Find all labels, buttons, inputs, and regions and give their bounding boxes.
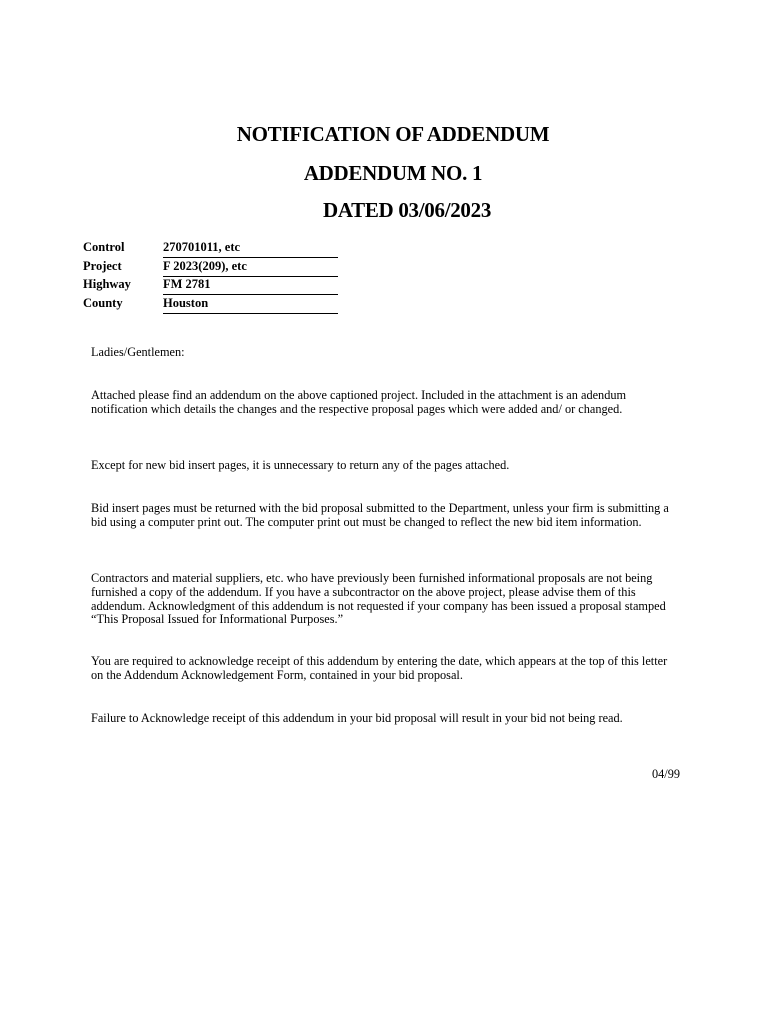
highway-label: Highway [83,277,131,292]
control-label: Control [83,240,125,254]
paragraph-return-pages: Except for new bid insert pages, it is unnecessary to return any of the pages attached. [91,458,510,472]
paragraph-bid-insert: Bid insert pages must be returned with the bid proposal submitted to the Department, unless your firm is submitting a bid using a computer print out. The computer print out must be changed to reflect the new bid item information. [91,501,669,529]
county-label: County [83,296,123,311]
paragraph-failure: Failure to Acknowledge receipt of this addendum in your bid proposal will result in your bid not being read. [91,711,623,725]
paragraph-attachment: Attached please find an addendum on the above captioned project. Included in the attachment is an adendum notification which details the changes and the respective proposal pages which were added and/ or changed. [91,388,627,416]
form-revision-code: 04/99 [651,767,680,781]
document-title: NOTIFICATION OF ADDENDUM [236,122,550,146]
addendum-date: DATED 03/06/2023 [322,198,492,222]
addendum-number: ADDENDUM NO. 1 [303,161,483,185]
project-label: Project [83,258,122,273]
paragraph-acknowledge: You are required to acknowledge receipt of this addendum by entering the date, which appears at the top of this letter on the Addendum Acknowledgement Form, contained in your bid proposal. [91,654,668,682]
highway-value: FM 2781 [163,277,338,295]
paragraph-contractors: Contractors and material suppliers, etc. who have previously been furnished informational proposals are not being furnished a copy of the addendum. If you have a subcontractor on the above project, please advise them of this addendum. Acknowledgment of this addendum is not requested if your company has been issued a proposal stamped “This Proposal Issued for Informational Purposes.” [91,571,666,627]
control-value: 270701011, etc [163,240,338,258]
salutation: Ladies/Gentlemen: [91,345,185,359]
project-value: F 2023(209), etc [163,259,338,277]
county-value: Houston [163,296,338,314]
